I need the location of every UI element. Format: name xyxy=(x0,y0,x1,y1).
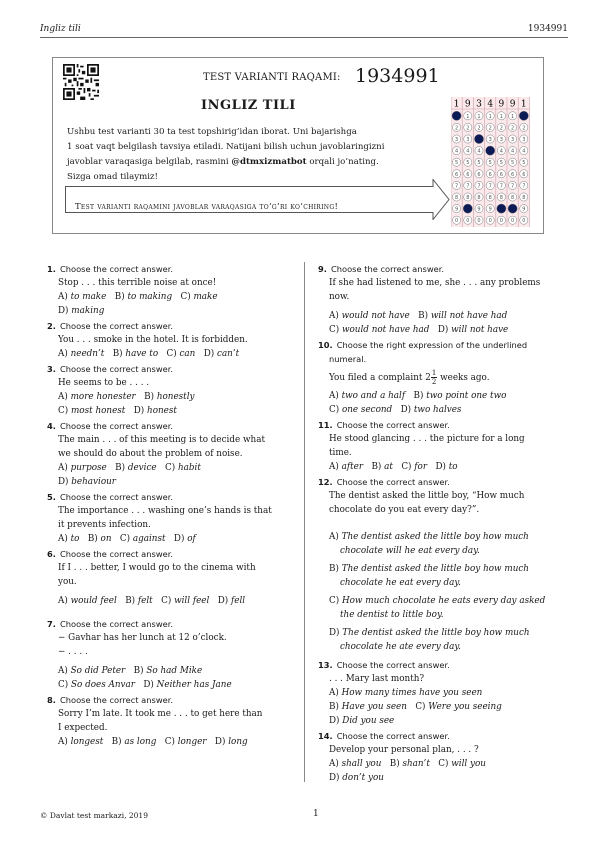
svg-text:7: 7 xyxy=(488,183,492,190)
question xyxy=(318,729,558,785)
svg-text:5: 5 xyxy=(522,160,526,167)
svg-text:8: 8 xyxy=(522,195,526,201)
svg-text:9: 9 xyxy=(522,206,526,213)
filled-bubble[interactable] xyxy=(508,204,517,213)
subject-title: INGLIZ TILI xyxy=(201,98,296,113)
option-text[interactable]: after xyxy=(341,462,364,472)
option-text[interactable]: will not have had xyxy=(430,311,508,321)
option-text[interactable]: don’t you xyxy=(342,773,384,783)
option-text[interactable]: for xyxy=(414,462,428,472)
arrow-instruction: Test varianti raqamini javoblar varaqasiga to’g’ri ko’chiring! xyxy=(75,201,339,211)
option-text[interactable]: longest xyxy=(70,737,104,747)
question-text: it prevents infection. xyxy=(58,520,151,530)
question-heading: 3. Choose the correct answer. xyxy=(47,364,173,374)
question-heading: 12. Choose the correct answer. xyxy=(318,477,450,487)
variant-digit: 9 xyxy=(464,99,471,110)
filled-bubble[interactable] xyxy=(474,134,483,143)
question xyxy=(47,319,292,361)
questions-right-column xyxy=(318,262,558,786)
option-text[interactable]: two point one two xyxy=(426,391,507,401)
question xyxy=(47,419,292,489)
question xyxy=(47,362,292,418)
svg-text:4: 4 xyxy=(466,148,470,155)
option-text[interactable]: long xyxy=(228,737,248,747)
question-text: Develop your personal plan, . . . ? xyxy=(329,745,479,755)
svg-text:3: 3 xyxy=(522,137,526,143)
question-heading: 1. Choose the correct answer. xyxy=(47,264,173,274)
svg-text:6: 6 xyxy=(511,171,515,178)
option-letter: A) xyxy=(329,688,339,698)
option-letter: B) xyxy=(133,666,144,676)
option-letter: D) xyxy=(329,773,340,783)
svg-text:8: 8 xyxy=(511,195,515,201)
option-text[interactable]: can xyxy=(179,349,196,359)
option-letter: C) xyxy=(119,534,131,544)
svg-text:4: 4 xyxy=(455,148,459,155)
question-text: He stood glancing . . . the picture for a long xyxy=(329,434,525,444)
variant-digit: 1 xyxy=(520,99,527,110)
option-letter: B) xyxy=(115,463,126,473)
question-heading: 8. Choose the correct answer. xyxy=(47,695,173,705)
svg-text:0: 0 xyxy=(488,218,492,225)
option-text[interactable]: honest xyxy=(147,406,177,416)
option-text[interactable]: would feel xyxy=(70,596,117,606)
option-text[interactable]: to making xyxy=(127,292,173,302)
page-number: 1 xyxy=(313,809,319,819)
option-text[interactable]: shall you xyxy=(341,759,382,769)
option-text[interactable]: fell xyxy=(231,596,246,606)
svg-text:7: 7 xyxy=(522,183,526,190)
variant-bubble-grid xyxy=(451,97,531,229)
svg-text:2: 2 xyxy=(511,125,515,132)
option-letter: C) xyxy=(164,737,175,747)
option-text[interactable]: So does Anvar xyxy=(70,680,135,690)
svg-text:7: 7 xyxy=(511,183,515,190)
svg-text:0: 0 xyxy=(499,218,503,225)
question xyxy=(47,490,292,546)
svg-text:3: 3 xyxy=(511,137,515,143)
svg-text:1: 1 xyxy=(466,113,470,120)
svg-text:3: 3 xyxy=(488,137,492,143)
option-text[interactable]: at xyxy=(384,462,393,472)
filled-bubble[interactable] xyxy=(497,204,506,213)
option-text[interactable]: behaviour xyxy=(71,477,116,487)
option-text[interactable]: most honest xyxy=(70,406,126,416)
option-text[interactable]: device xyxy=(127,463,157,473)
svg-text:0: 0 xyxy=(522,218,526,225)
option-text[interactable]: habit xyxy=(177,463,201,473)
svg-text:2: 2 xyxy=(522,125,526,132)
svg-text:5: 5 xyxy=(477,160,481,167)
question-text: You filed a complaint 2 $\frac{1}{2}$ weeks ago. xyxy=(329,369,490,386)
variant-number: 1934991 xyxy=(355,65,440,87)
svg-text:1: 1 xyxy=(499,113,503,120)
questions-left-column xyxy=(47,262,292,750)
option-letter: C) xyxy=(180,292,191,302)
svg-text:8: 8 xyxy=(455,195,459,201)
svg-text:5: 5 xyxy=(466,160,470,167)
option-letter: A) xyxy=(329,759,339,769)
question xyxy=(47,617,292,692)
option-letter: A) xyxy=(58,292,68,302)
variant-digit: 1 xyxy=(453,99,460,110)
option-letter: D) xyxy=(435,462,446,472)
variant-digit: 4 xyxy=(487,99,494,110)
option-letter: B) xyxy=(111,737,122,747)
page-header xyxy=(40,15,568,38)
option-letter: B) xyxy=(114,292,125,302)
option-letter: A) xyxy=(58,463,68,473)
svg-text:1: 1 xyxy=(477,113,481,120)
option-letter: C) xyxy=(58,406,69,416)
svg-text:4: 4 xyxy=(477,148,481,155)
option-letter: C) xyxy=(329,325,340,335)
option-letter: C) xyxy=(438,759,449,769)
question-text: you. xyxy=(58,577,77,587)
question-heading: 4. Choose the correct answer. xyxy=(47,421,173,431)
svg-text:0: 0 xyxy=(466,218,470,225)
option-letter: B) xyxy=(329,702,339,712)
option-letter: B) xyxy=(389,759,400,769)
option-text[interactable]: Were you seeing xyxy=(428,702,502,712)
svg-text:6: 6 xyxy=(455,171,459,178)
question xyxy=(318,338,558,417)
option-letter: B) xyxy=(418,311,429,321)
option-text[interactable]: against xyxy=(132,534,166,544)
svg-text:2: 2 xyxy=(488,125,492,132)
question xyxy=(318,262,558,337)
option-text[interactable]: So had Mike xyxy=(146,666,203,676)
question-text: − Gavhar has her lunch at 12 o’clock. xyxy=(58,633,227,643)
svg-text:8: 8 xyxy=(499,195,503,201)
question-text: You . . . smoke in the hotel. It is forbidden. xyxy=(58,335,248,345)
question-text: He seems to be . . . . xyxy=(58,378,150,388)
option-text[interactable]: would not have had xyxy=(341,325,430,335)
svg-text:4: 4 xyxy=(522,148,526,155)
option-text[interactable]: have to xyxy=(125,349,159,359)
filled-bubble[interactable] xyxy=(519,111,528,120)
option-long[interactable]: A) The dentist asked the little boy how much chocolate will he eat every day. xyxy=(329,532,529,556)
question xyxy=(318,658,558,728)
svg-text:5: 5 xyxy=(511,160,515,167)
option-text[interactable]: to xyxy=(70,534,80,544)
svg-text:7: 7 xyxy=(466,183,470,190)
option-letter: A) xyxy=(329,391,339,401)
question-text: The dentist asked the little boy, “How much xyxy=(329,491,525,501)
question xyxy=(47,693,292,749)
svg-text:1: 1 xyxy=(488,113,492,120)
svg-text:4: 4 xyxy=(499,148,503,155)
svg-text:0: 0 xyxy=(511,218,515,225)
svg-text:0: 0 xyxy=(477,218,481,225)
option-text[interactable]: to xyxy=(448,462,458,472)
option-letter: D) xyxy=(214,737,226,747)
option-text[interactable]: as long xyxy=(124,737,157,747)
svg-text:3: 3 xyxy=(499,137,503,143)
svg-text:8: 8 xyxy=(477,195,481,201)
question-text: we should do about the problem of noise. xyxy=(58,449,243,459)
option-letter: D) xyxy=(173,534,185,544)
svg-text:4: 4 xyxy=(511,148,515,155)
option-text[interactable]: purpose xyxy=(70,463,107,473)
option-letter: C) xyxy=(329,405,340,415)
question-text: − . . . . xyxy=(58,647,88,657)
question xyxy=(47,262,292,318)
option-text[interactable]: one second xyxy=(341,405,393,415)
option-letter: D) xyxy=(143,680,154,690)
bot-handle: @dtmxizmatbot xyxy=(231,157,307,167)
question-text: time. xyxy=(329,448,352,458)
option-text[interactable]: can’t xyxy=(217,349,240,359)
variant-digit: 3 xyxy=(476,99,482,110)
option-letter: D) xyxy=(203,349,215,359)
option-letter: B) xyxy=(371,462,382,472)
svg-text:6: 6 xyxy=(466,171,470,178)
option-long[interactable]: D) The dentist asked the little boy how much chocolate he ate every day. xyxy=(329,628,530,652)
svg-text:5: 5 xyxy=(499,160,503,167)
option-letter: C) xyxy=(161,596,172,606)
question-heading: 7. Choose the correct answer. xyxy=(47,619,173,629)
question xyxy=(47,547,292,608)
option-letter: A) xyxy=(58,392,68,402)
variant-box xyxy=(52,57,544,234)
question-heading: 11. Choose the correct answer. xyxy=(318,420,450,430)
question-text: Stop . . . this terrible noise at once! xyxy=(58,278,217,288)
question-text: now. xyxy=(329,292,350,302)
option-letter: B) xyxy=(125,596,136,606)
question-heading: numeral. xyxy=(329,354,367,364)
option-letter: A) xyxy=(58,349,68,359)
svg-text:0: 0 xyxy=(455,218,459,225)
option-letter: A) xyxy=(58,534,68,544)
option-letter: C) xyxy=(58,680,69,690)
option-letter: C) xyxy=(415,702,426,712)
option-text[interactable]: longer xyxy=(177,737,207,747)
option-text[interactable]: to make xyxy=(70,292,107,302)
question-heading: 6. Choose the correct answer. xyxy=(47,549,173,559)
option-text[interactable]: make xyxy=(193,292,218,302)
option-letter: A) xyxy=(58,666,68,676)
option-letter: B) xyxy=(87,534,98,544)
option-text[interactable]: of xyxy=(187,534,196,544)
question-text: The importance . . . washing one’s hands is that xyxy=(58,506,272,516)
question-heading: 5. Choose the correct answer. xyxy=(47,492,173,502)
option-letter: A) xyxy=(329,311,339,321)
option-text[interactable]: How many times have you seen xyxy=(341,688,483,698)
question-text: If she had listened to me, she . . . any problems xyxy=(329,278,541,288)
filled-bubble[interactable] xyxy=(463,204,472,213)
option-long[interactable]: B) The dentist asked the little boy how much chocolate he eat every day. xyxy=(329,564,529,588)
header-variant: 1934991 xyxy=(527,24,568,34)
svg-text:8: 8 xyxy=(488,195,492,201)
option-text[interactable]: shan’t xyxy=(402,759,430,769)
option-letter: D) xyxy=(133,406,145,416)
option-text[interactable]: needn’t xyxy=(70,349,105,359)
option-letter: D) xyxy=(58,306,69,316)
svg-text:5: 5 xyxy=(455,160,459,167)
variant-label: TEST VARIANTI RAQAMI: xyxy=(203,72,341,83)
option-text[interactable]: Neither has Jane xyxy=(156,680,232,690)
question-text: The main . . . of this meeting is to decide what xyxy=(58,435,265,445)
question-text: chocolate do you eat every day?”. xyxy=(329,505,480,515)
svg-text:3: 3 xyxy=(466,137,470,143)
question-heading: 14. Choose the correct answer. xyxy=(318,731,450,741)
svg-text:1: 1 xyxy=(511,113,515,120)
svg-text:7: 7 xyxy=(455,183,459,190)
option-text[interactable]: two and a half xyxy=(341,391,406,401)
filled-bubble[interactable] xyxy=(486,146,495,155)
option-text[interactable]: more honester xyxy=(70,392,136,402)
option-text[interactable]: making xyxy=(71,306,105,316)
svg-text:3: 3 xyxy=(455,137,459,143)
option-letter: B) xyxy=(144,392,155,402)
svg-text:9: 9 xyxy=(477,206,481,213)
question-heading: 10. Choose the right expression of the underlined xyxy=(318,340,528,350)
option-letter: A) xyxy=(329,462,339,472)
svg-text:5: 5 xyxy=(488,160,492,167)
arrow-right-icon xyxy=(65,179,450,220)
svg-text:6: 6 xyxy=(522,171,526,178)
question xyxy=(318,475,558,654)
option-letter: D) xyxy=(329,716,340,726)
option-text[interactable]: will feel xyxy=(174,596,210,606)
option-text[interactable]: will not have xyxy=(451,325,509,335)
question-text: . . . Mary last month? xyxy=(329,674,425,684)
question-heading: 13. Choose the correct answer. xyxy=(318,660,450,670)
variant-digit: 9 xyxy=(509,99,516,110)
question xyxy=(318,418,558,474)
question-text: I expected. xyxy=(58,723,108,733)
header-subject: Ingliz tili xyxy=(40,24,81,34)
svg-text:7: 7 xyxy=(477,183,481,190)
option-letter: B) xyxy=(112,349,123,359)
svg-text:7: 7 xyxy=(499,183,503,190)
svg-text:2: 2 xyxy=(455,125,459,132)
option-text[interactable]: So did Peter xyxy=(70,666,126,676)
column-divider xyxy=(304,262,305,782)
option-text[interactable]: would not have xyxy=(341,311,410,321)
svg-text:2: 2 xyxy=(477,125,481,132)
filled-bubble[interactable] xyxy=(452,111,461,120)
option-letter: D) xyxy=(400,405,412,415)
svg-text:2: 2 xyxy=(466,125,470,132)
option-text[interactable]: felt xyxy=(137,596,153,606)
question-heading: 9. Choose the correct answer. xyxy=(318,264,444,274)
footer-copyright: © Davlat test markazi, 2019 xyxy=(40,811,148,820)
variant-digit: 9 xyxy=(498,99,505,110)
option-text[interactable]: Have you seen xyxy=(341,702,407,712)
option-letter: D) xyxy=(217,596,229,606)
option-text[interactable]: honestly xyxy=(156,392,195,402)
option-letter: D) xyxy=(437,325,449,335)
svg-text:9: 9 xyxy=(455,206,459,213)
option-letter: B) xyxy=(413,391,424,401)
option-letter: A) xyxy=(58,596,68,606)
svg-text:9: 9 xyxy=(488,206,492,213)
question-heading: 2. Choose the correct answer. xyxy=(47,321,173,331)
fraction: $\frac{1}{2}$ xyxy=(431,369,437,386)
svg-text:6: 6 xyxy=(488,171,492,178)
option-letter: C) xyxy=(166,349,177,359)
option-long[interactable]: C) How much chocolate he eats every day asked the dentist to little boy. xyxy=(329,596,546,620)
svg-text:8: 8 xyxy=(466,195,470,201)
qr-code-icon xyxy=(63,64,99,100)
question-text: Sorry I’m late. It took me . . . to get here than xyxy=(58,709,263,719)
svg-text:2: 2 xyxy=(499,125,503,132)
option-text[interactable]: on xyxy=(100,534,112,544)
option-text[interactable]: Did you see xyxy=(342,716,395,726)
svg-text:6: 6 xyxy=(477,171,481,178)
option-letter: C) xyxy=(401,462,412,472)
option-letter: D) xyxy=(58,477,69,487)
option-text[interactable]: will you xyxy=(451,759,486,769)
instructions: Ushbu test varianti 30 ta test topshirig’idan iborat. Uni bajarishga 1 soat vaqt belgilash tavsiya etiladi. Natijani bilish uchun javoblaringizni javoblar varaqasiga belgilab, rasmini @dtmxizmatbot orqali jo’nating. Sizga omad tilaymiz! xyxy=(67,127,385,182)
svg-text:6: 6 xyxy=(499,171,503,178)
question-text: If I . . . better, I would go to the cinema with xyxy=(58,563,256,573)
option-text[interactable]: two halves xyxy=(413,405,462,415)
option-letter: A) xyxy=(58,737,68,747)
option-letter: C) xyxy=(165,463,176,473)
